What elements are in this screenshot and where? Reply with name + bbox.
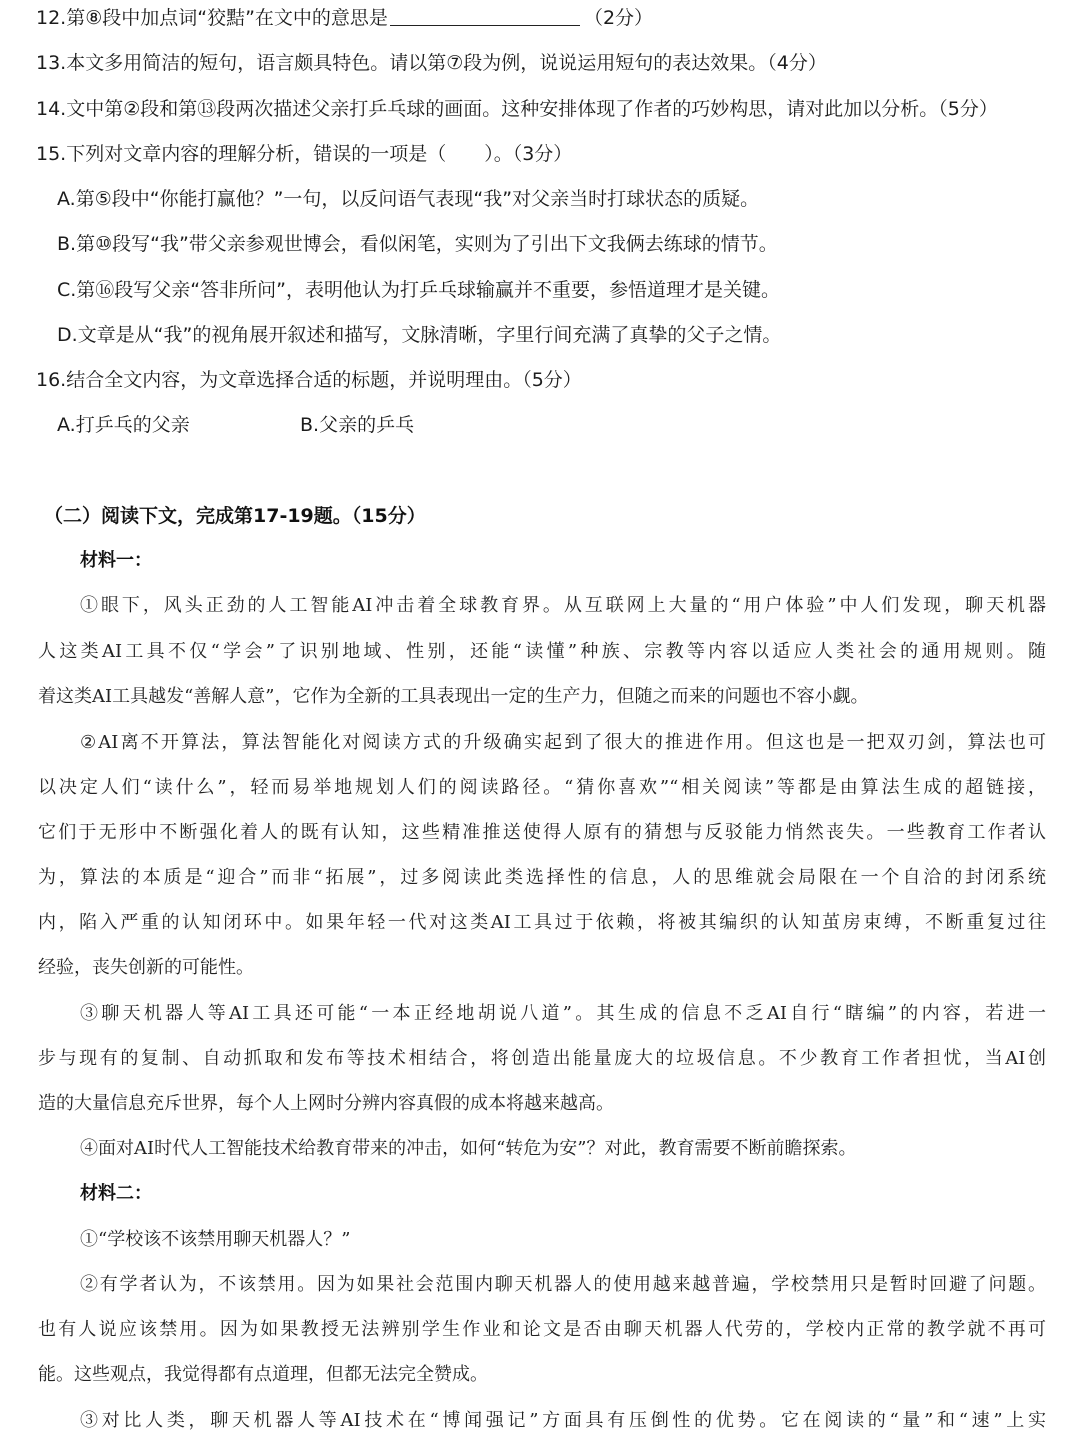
question-15-option-b: B.第⑩段写“我”带父亲参观世博会，看似闲笔，实则为了引出下文我俩去练球的情节。 [57, 233, 778, 255]
question-14: 14.文中第②段和第⑬段两次描述父亲打乒乓球的画面。这种安排体现了作者的巧妙构思，请对此加以分析。（5分） [36, 98, 998, 120]
material-1-label: 材料一： [80, 550, 152, 571]
question-16: 16.结合全文内容，为文章选择合适的标题，并说明理由。（5分） [36, 369, 582, 391]
section-2-heading: （二）阅读下文，完成第17-19题。（15分） [44, 505, 426, 527]
material-2-line: ②有学者认为，不该禁用。因为如果社会范围内聊天机器人的使用越来越普遍，学校禁用只是暂时回避了问题。 [80, 1274, 1046, 1295]
material-1-line: 内，陷入严重的认知闭环中。如果年轻一代对这类AI工具过于依赖，将被其编织的认知茧房束缚，不断重复过往 [38, 912, 1046, 933]
material-2-line: 也有人说应该禁用。因为如果教授无法辨别学生作业和论文是否由聊天机器人代劳的，学校内正常的教学就不再可 [38, 1319, 1046, 1340]
question-16-option-a: A.打乒乓的父亲 [57, 414, 190, 436]
material-1-line: 着这类AI工具越发“善解人意”，它作为全新的工具表现出一定的生产力，但随之而来的问题也不容小觑。 [38, 686, 869, 707]
question-16-option-b: B.父亲的乒乓 [300, 414, 415, 436]
material-1-line: 步与现有的复制、自动抓取和发布等技术相结合，将创造出能量庞大的垃圾信息。不少教育工作者担忧，当AI创 [38, 1048, 1046, 1069]
question-12-score: （2分） [583, 7, 654, 29]
material-1-line: 人这类AI工具不仅“学会”了识别地域、性别，还能“读懂”种族、宗教等内容以适应人类社会的通用规则。随 [38, 641, 1046, 662]
material-2-line: 能。这些观点，我觉得都有点道理，但都无法完全赞成。 [38, 1364, 488, 1385]
answer-blank[interactable] [390, 7, 580, 26]
material-1-line: ②AI离不开算法，算法智能化对阅读方式的升级确实起到了很大的推进作用。但这也是一把双刃剑，算法也可 [80, 732, 1046, 753]
question-13: 13.本文多用简洁的短句，语言颇具特色。请以第⑦段为例，说说运用短句的表达效果。（4分） [36, 52, 827, 74]
question-15: 15.下列对文章内容的理解分析，错误的一项是（ ）。（3分） [36, 143, 573, 165]
material-1-line: 为，算法的本质是“迎合”而非“拓展”，过多阅读此类选择性的信息，人的思维就会局限在一个自洽的封闭系统 [38, 867, 1046, 888]
material-1-line: ①眼下，风头正劲的人工智能AI冲击着全球教育界。从互联网上大量的“用户体验”中人们发现，聊天机器 [80, 595, 1046, 616]
material-2-line: ③对比人类，聊天机器人等AI技术在“博闻强记”方面具有压倒性的优势。它在阅读的“量”和“速”上实 [80, 1410, 1046, 1431]
material-1-line: 以决定人们“读什么”，轻而易举地规划人们的阅读路径。“猜你喜欢”“相关阅读”等都是由算法生成的超链接， [38, 777, 1046, 798]
material-1-line: 经验，丧失创新的可能性。 [38, 957, 254, 978]
material-2-line: ①“学校该不该禁用聊天机器人？” [80, 1229, 351, 1250]
question-12 [36, 6, 653, 30]
question-15-option-c: C.第⑯段写父亲“答非所问”，表明他认为打乒乓球输赢并不重要，参悟道理才是关键。 [57, 279, 780, 301]
material-1-line: 它们于无形中不断强化着人的既有认知，这些精准推送使得人原有的猜想与反驳能力悄然丧失。一些教育工作者认 [38, 822, 1046, 843]
material-1-line: ④面对AI时代人工智能技术给教育带来的冲击，如何“转危为安”？对此，教育需要不断前瞻探索。 [80, 1138, 857, 1159]
material-1-line: ③聊天机器人等AI工具还可能“一本正经地胡说八道”。其生成的信息不乏AI自行“瞎编”的内容，若进一 [80, 1003, 1046, 1024]
question-15-option-d: D.文章是从“我”的视角展开叙述和描写，文脉清晰，字里行间充满了真挚的父子之情。 [57, 324, 782, 346]
question-15-option-a: A.第⑤段中“你能打赢他？”一句，以反问语气表现“我”对父亲当时打球状态的质疑。 [57, 188, 760, 210]
material-1-line: 造的大量信息充斥世界，每个人上网时分辨内容真假的成本将越来越高。 [38, 1093, 614, 1114]
material-2-label: 材料二： [80, 1183, 152, 1204]
question-12-text: 12.第⑧段中加点词“狡黠”在文中的意思是 [36, 7, 388, 29]
